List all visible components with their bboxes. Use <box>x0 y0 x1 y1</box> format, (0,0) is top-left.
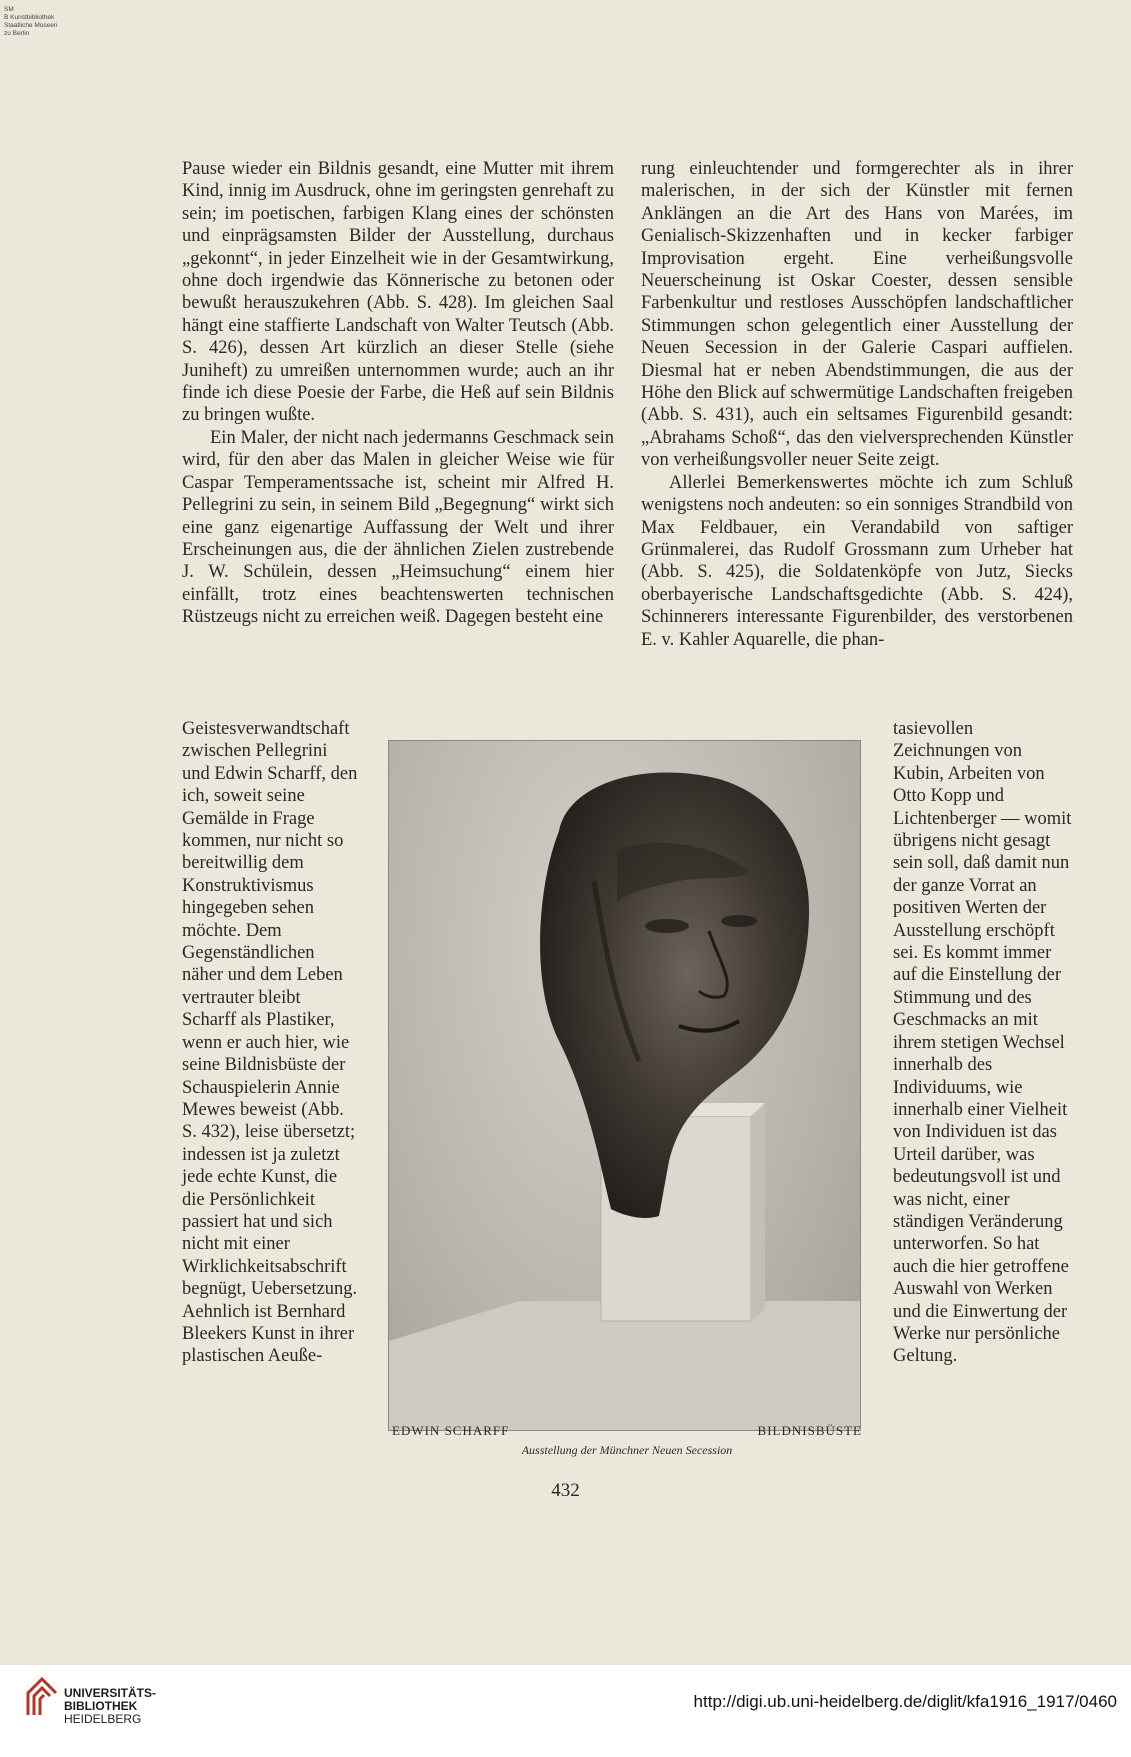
paragraph: Geistesverwandtschaft zwischen Pellegrini und Edwin Scharff, den ich, soweit seine Gemälde in Frage kommen, nur nicht so bereitwillig dem Konstruktivismus hingegeben sehen möchte. Dem Gegenständlichen näher und dem Leben vertrauter bleibt Scharff als Plastiker, wenn er auch hier, wie seine Bildnisbüste der Schauspielerin Annie Mewes beweist (Abb. S. 432), leise übersetzt; indessen ist ja zuletzt jede echte Kunst, die die Persönlichkeit passiert hat und sich nicht mit einer Wirklichkeitsabschrift begnügt, Uebersetzung. Aehnlich ist Bernhard Bleekers Kunst in ihrer plastischen Aeuße- <box>182 719 358 1367</box>
bronze-bust-icon <box>389 741 860 1430</box>
right-column-narrow <box>893 718 1073 1368</box>
left-column-narrow <box>182 718 358 1368</box>
caption-exhibition: Ausstellung der Münchner Neuen Secession <box>521 1443 733 1457</box>
caption-title: BILDNISBÜSTE <box>757 1423 862 1438</box>
caption-artist: EDWIN SCHARFF <box>392 1423 510 1438</box>
university-library-logo-icon <box>24 1675 60 1719</box>
right-column-top <box>641 158 1073 651</box>
library-stamp: SM B Kunstbibliothek Staatliche Museen zu Berlin <box>4 6 58 37</box>
paragraph: tasievollen Zeichnungen von Kubin, Arbeiten von Otto Kopp und Lichtenberger — womit übrigens nicht gesagt sein soll, daß damit nun der ganze Vorrat an positiven Werten der Ausstellung erschöpft sei. Es kommt immer auf die Einstellung der Stimmung und des Geschmacks an mit ihrem stetigen Wechsel innerhalb des Individuums, wie innerhalb einer Vielheit von Individuen ist das Urteil darüber, was bedeutungsvoll ist und was nicht, einer ständigen Veränderung unterworfen. So hat auch die hier getroffene Auswahl von Werken und die Einwertung der Werke nur persönliche Geltung. <box>893 719 1072 1367</box>
paragraph: Ein Maler, der nicht nach jedermanns Geschmack sein wird, für den aber das Malen in gleicher Weise wie für Caspar Temperamentssache ist, scheint mir Alfred H. Pellegrini zu sein, in seinem Bild „Begegnung“ wirkt sich eine ganz eigenartige Auffassung der Welt und ihrer Erscheinungen aus, die der ähnlichen Zielen zustrebende J. W. Schülein, dessen „Heimsuchung“ einem hier einfällt, trotz eines beachtenswerten technischen Rüstzeugs nicht zu erreichen weiß. Dagegen besteht eine <box>182 427 614 628</box>
paragraph: Pause wieder ein Bildnis gesandt, eine Mutter mit ihrem Kind, innig im Ausdruck, ohne im geringsten genrehaft zu sein; im poetischen, farbigen Klang eines der schönsten und einprägsamsten Bilder der Ausstellung, durchaus „gekonnt“, in jeder Einzelheit wie in der Gesamtwirkung, ohne doch irgendwie das Könnerische zu betonen oder bewußt herauszukehren (Abb. S. 428). Im gleichen Saal hängt eine staffierte Landschaft von Walter Teutsch (Abb. S. 426), dessen Art kürzlich an dieser Stelle (siehe Juniheft) zu umreißen unternommen wurde; auch an ihr finde ich diese Poesie der Farbe, die Heß auf sein Bildnis zu bringen wußte. <box>182 159 614 426</box>
left-column-top <box>182 158 614 629</box>
bust-photograph <box>388 740 861 1431</box>
library-name: UNIVERSITÄTS- BIBLIOTHEK HEIDELBERG <box>64 1686 157 1726</box>
paragraph: Allerlei Bemerkenswertes möchte ich zum Schluß wenigstens noch andeuten: so ein sonniges Strandbild von Max Feldbauer, ein Verandabild von saftiger Grünmalerei, das Rudolf Grossmann zum Urheber hat (Abb. S. 425), die Soldatenköpfe von Jutz, Siecks oberbayerische Landschaftsgedichte (Abb. S. 424), Schinnerers interessante Figurenbilder, des verstorbenen E. v. Kahler Aquarelle, die phan- <box>641 472 1073 650</box>
permalink-url[interactable]: http://digi.ub.uni-heidelberg.de/diglit/kfa1916_1917/0460 <box>693 1692 1117 1711</box>
viewer-footer <box>0 1665 1131 1757</box>
paragraph: rung einleuchtender und formgerechter als in ihrer malerischen, in der sich der Künstler mit fernen Anklängen an die Art des Hans von Marées, im Genialisch-Skizzenhaften und in kecker farbiger Improvisation ergeht. Eine verheißungsvolle Neuerscheinung ist Oskar Coester, dessen sensible Farbenkultur und restloses Ausschöpfen landschaftlicher Stimmungen schon gelegentlich einer Ausstellung der Neuen Secession in der Galerie Caspari auffielen. Diesmal hat er neben Abendstimmungen, die aus der Höhe den Blick auf schwermütige Landschaften freigeben (Abb. S. 431), auch ein seltsames Figurenbild gesandt: „Abrahams Schoß“, das den vielversprechenden Künstler von verheißungsvoller neuer Seite zeigt. <box>641 159 1073 471</box>
page-number: 432 <box>551 1480 580 1501</box>
